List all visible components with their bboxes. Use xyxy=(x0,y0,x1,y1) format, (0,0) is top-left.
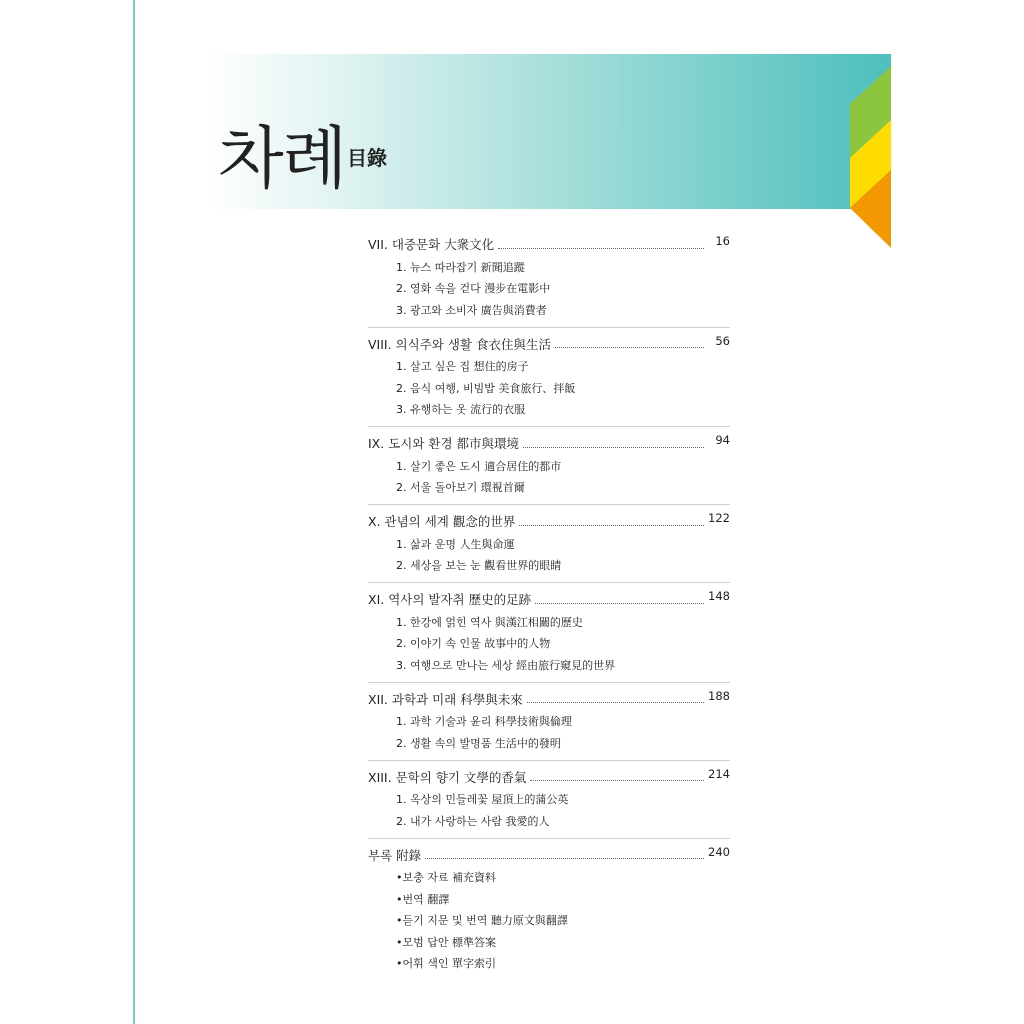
page-title-hanja: 目錄 xyxy=(347,146,387,170)
section-entry[interactable]: 1. 과학 기술과 윤리 科學技術與倫理 xyxy=(396,715,572,729)
page-number: 148 xyxy=(708,589,730,603)
dot-leader xyxy=(519,525,704,526)
chapter-title: XIII. 문학의 향기 文學的香氣 xyxy=(368,769,527,785)
page-number: 214 xyxy=(708,766,730,781)
section-entry[interactable]: •번역 翻譯 xyxy=(396,892,450,906)
chapter-title: XI. 역사의 발자취 歷史的足跡 xyxy=(368,592,532,607)
chapter-entry[interactable] xyxy=(368,431,730,455)
section-entry[interactable]: 2. 이야기 속 인물 故事中的人物 xyxy=(396,637,551,651)
dot-leader xyxy=(425,858,704,859)
dot-leader xyxy=(535,603,704,604)
page-number: 188 xyxy=(708,688,730,703)
section-entry[interactable]: 3. 광고와 소비자 廣告與消費者 xyxy=(396,303,547,317)
chapter-group xyxy=(368,431,730,505)
section-entry[interactable]: •모범 답안 標準答案 xyxy=(396,935,496,949)
section-entry[interactable]: 1. 살기 좋은 도시 適合居住的都市 xyxy=(396,459,562,473)
color-tabs xyxy=(850,54,891,248)
page-title: 차례 xyxy=(218,120,346,199)
chapter-entry[interactable] xyxy=(368,843,730,867)
page-number: 122 xyxy=(708,511,730,525)
chapter-entry[interactable] xyxy=(368,687,730,711)
section-entry[interactable]: 1. 살고 싶은 집 想住的房子 xyxy=(396,360,529,374)
page-number: 56 xyxy=(715,333,730,348)
chapter-entry[interactable] xyxy=(368,587,730,611)
section-entry[interactable]: •듣기 지문 및 번역 聽力原文與翻譯 xyxy=(396,914,568,928)
chapter-group xyxy=(368,765,730,839)
section-entry[interactable]: 2. 생활 속의 발명품 生活中的發明 xyxy=(396,736,561,750)
section-entry[interactable]: 3. 여행으로 만나는 세상 經由旅行窺見的世界 xyxy=(396,658,616,672)
chapter-group xyxy=(368,687,730,761)
chapter-group xyxy=(368,587,730,683)
chapter-title: VIII. 의식주와 생활 食衣住與生活 xyxy=(368,336,551,352)
chapter-entry[interactable] xyxy=(368,332,730,356)
dot-leader xyxy=(498,248,704,249)
section-entry[interactable]: 1. 한강에 얽힌 역사 與漢江相關的歷史 xyxy=(396,615,583,629)
section-entry[interactable]: 1. 삶과 운명 人生與命運 xyxy=(396,537,515,551)
chapter-title: 부록 附錄 xyxy=(368,847,422,863)
chapter-title: X. 관념의 세계 觀念的世界 xyxy=(368,514,516,529)
page-number: 240 xyxy=(708,844,730,859)
section-entry[interactable]: 1. 뉴스 따라잡기 新聞追蹤 xyxy=(396,260,525,274)
dot-leader xyxy=(527,702,704,703)
section-entry[interactable]: •보충 자료 補充資料 xyxy=(396,871,496,885)
chapter-title: IX. 도시와 환경 都市與環境 xyxy=(368,436,520,451)
dot-leader xyxy=(530,780,704,781)
page-number: 16 xyxy=(715,234,730,248)
section-entry[interactable]: 2. 서울 돌아보기 環視首爾 xyxy=(396,481,525,495)
margin-line xyxy=(133,0,135,1024)
section-entry[interactable]: 2. 영화 속을 걷다 漫步在電影中 xyxy=(396,282,551,296)
section-entry[interactable]: •어휘 색인 單字索引 xyxy=(396,957,496,971)
chapter-title: VII. 대중문화 大衆文化 xyxy=(368,237,495,252)
chapter-group xyxy=(368,332,730,428)
section-entry[interactable]: 2. 내가 사랑하는 사람 我愛的人 xyxy=(396,814,550,828)
section-entry[interactable]: 1. 옥상의 민들레꽃 屋頂上的蒲公英 xyxy=(396,793,569,807)
section-entry[interactable]: 3. 유행하는 옷 流行的衣服 xyxy=(396,403,526,417)
section-entry[interactable]: 2. 음식 여행, 비빔밥 美食旅行、拌飯 xyxy=(396,381,576,395)
chapter-entry[interactable] xyxy=(368,509,730,533)
chapter-group xyxy=(368,509,730,583)
dot-leader xyxy=(523,447,704,448)
chapter-entry[interactable] xyxy=(368,765,730,789)
page-number: 94 xyxy=(715,433,730,447)
chapter-entry[interactable] xyxy=(368,232,730,256)
dot-leader xyxy=(555,347,704,348)
chapter-group xyxy=(368,843,730,981)
table-of-contents xyxy=(368,232,730,984)
section-entry[interactable]: 2. 세상을 보는 눈 觀看世界的眼睛 xyxy=(396,559,562,573)
chapter-group xyxy=(368,232,730,328)
chapter-title: XII. 과학과 미래 科學與未來 xyxy=(368,691,523,707)
